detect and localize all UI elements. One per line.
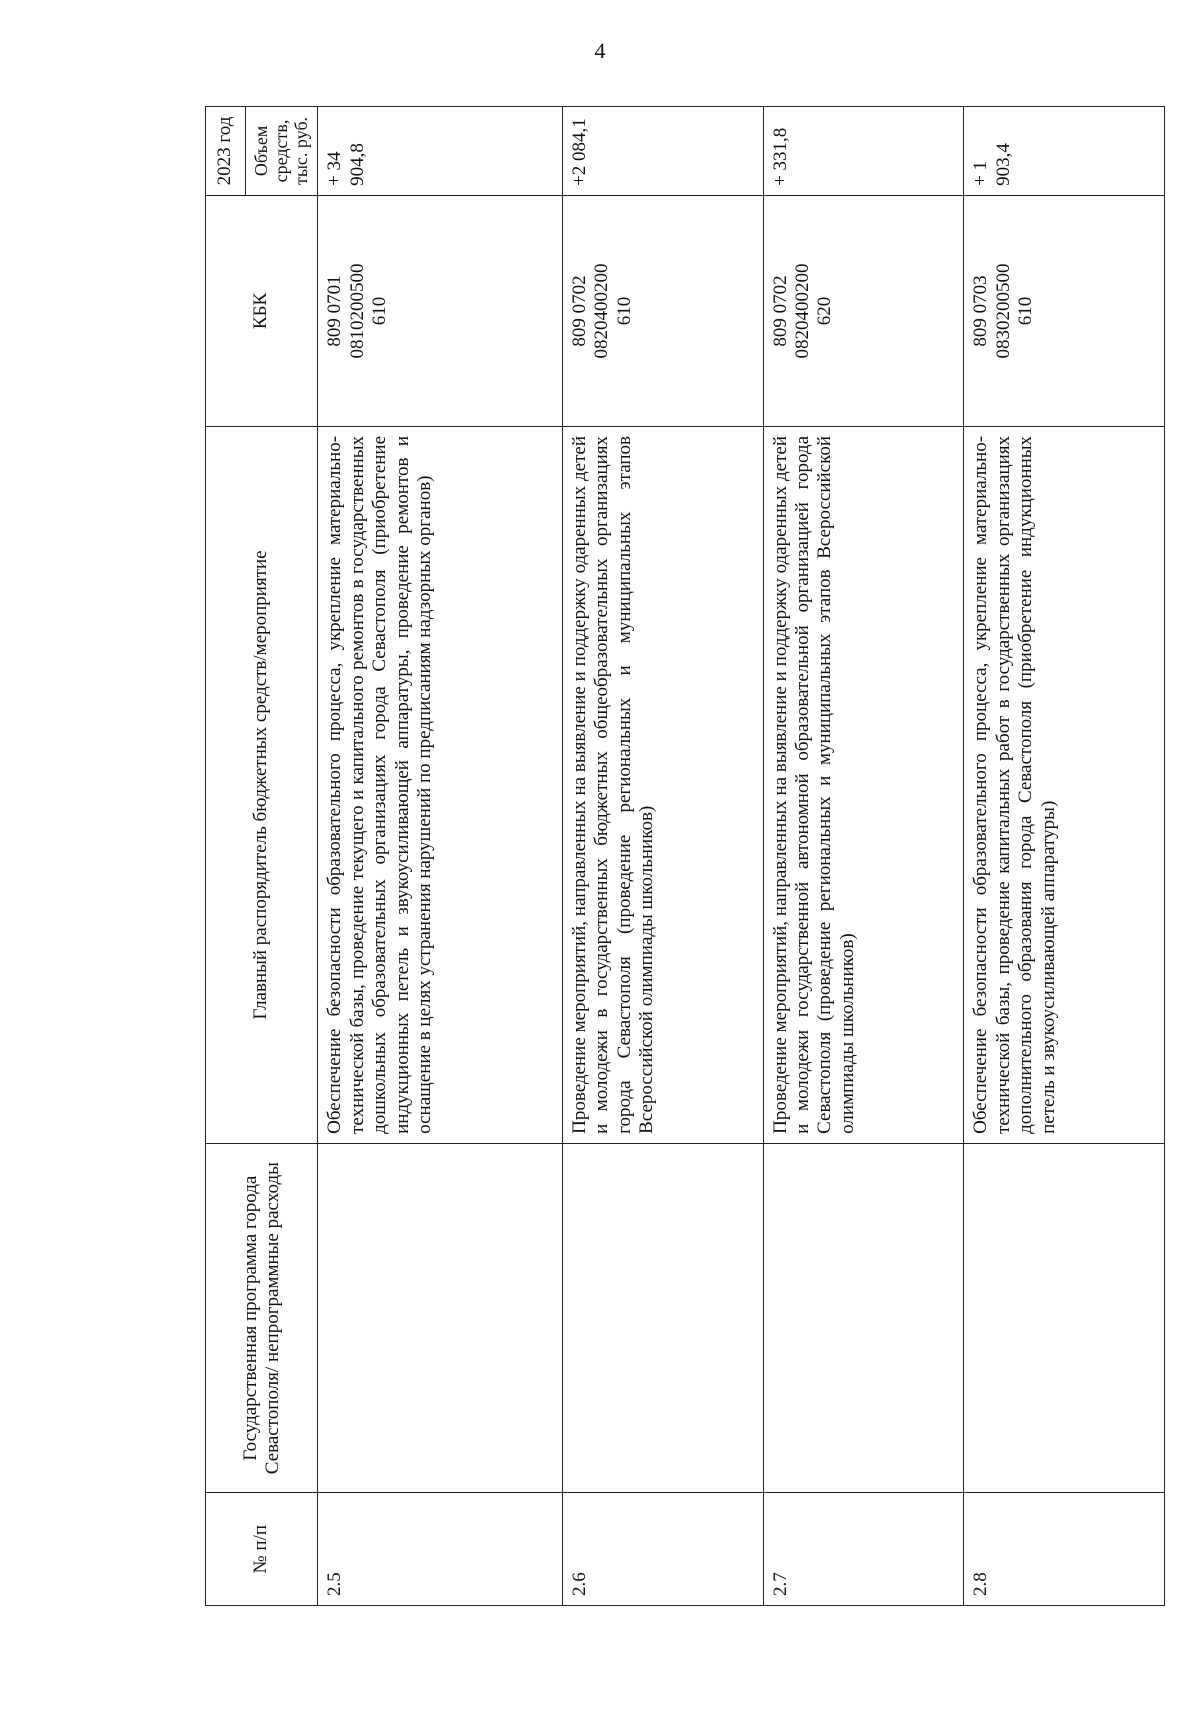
row-kbk [562,195,763,426]
row-program [562,1143,763,1493]
budget-table [205,106,1165,1606]
header-program: Государственная программа города Севастополя/ непрограммные расходы [206,1143,318,1493]
kbk-line: 809 0703 [970,275,992,347]
row-kbk [318,195,563,426]
kbk-line: 610 [369,296,391,326]
row-program [318,1143,563,1493]
table-row [964,107,1165,1606]
kbk-line: 0820400200 [591,263,613,359]
row-program [763,1143,964,1493]
kbk-line: 620 [814,296,836,326]
row-num: 2.8 [964,1493,1165,1606]
row-description: Проведение мероприятий, направленных на выявление и поддержку одаренных детей и молодежи в государственных бюджетных общеобразовательных организациях города Севастополя (проведение региональных и муниципальных этапов Всероссийской олимпиады школьников) [562,426,763,1143]
header-num: № п/п [206,1493,318,1606]
table-row [562,107,763,1606]
row-volume: + 34 904,8 [318,107,563,196]
rotated-table-container [205,106,1165,1606]
row-num: 2.5 [318,1493,563,1606]
kbk-line: 610 [1015,296,1037,326]
row-num: 2.6 [562,1493,763,1606]
row-program [964,1143,1165,1493]
table-row [318,107,563,1606]
header-kbk: КБК [206,195,318,426]
kbk-line: 610 [613,296,635,326]
row-volume: + 331,8 [763,107,964,196]
kbk-line: 0820400200 [792,263,813,359]
row-description: Проведение мероприятий, направленных на выявление и поддержку одаренных детей и молодежи государственной автономной образовательной организацией города Севастополя (проведение региональных и муниципальных этапов Всероссийской олимпиады школьников) [763,426,964,1143]
kbk-line: 809 0701 [324,275,346,347]
kbk-line: 0830200500 [992,263,1014,359]
header-description: Главный распорядитель бюджетных средств/мероприятие [206,426,318,1143]
table-row [763,107,964,1606]
row-volume: + 1 903,4 [964,107,1165,196]
header-year: 2023 год [206,107,246,196]
page-number: 4 [594,38,606,63]
kbk-line: 809 0702 [568,275,590,347]
row-volume: +2 084,1 [562,107,763,196]
header-volume: Объем средств, тыс. руб. [246,107,318,196]
row-num: 2.7 [763,1493,964,1606]
row-kbk [763,195,964,426]
kbk-line: 809 0702 [769,275,791,347]
kbk-line: 0810200500 [346,263,368,359]
row-description: Обеспечение безопасности образовательного процесса, укрепление материально-технической базы, проведение текущего и капитального ремонтов в государственных дошкольных образовательных организациях города Севастополя (приобретение индукционных петель и звукоусиливающей аппаратуры, проведение ремонтов и оснащение в целях устранения нарушений по предписаниям надзорных органов) [318,426,563,1143]
row-kbk [964,195,1165,426]
row-description: Обеспечение безопасности образовательного процесса, укрепление материально-технической базы, проведение капитальных работ в государственных организациях дополнительного образования города Севастополя (приобретение индукционных петель и звукоусиливающей аппаратуры) [964,426,1165,1143]
